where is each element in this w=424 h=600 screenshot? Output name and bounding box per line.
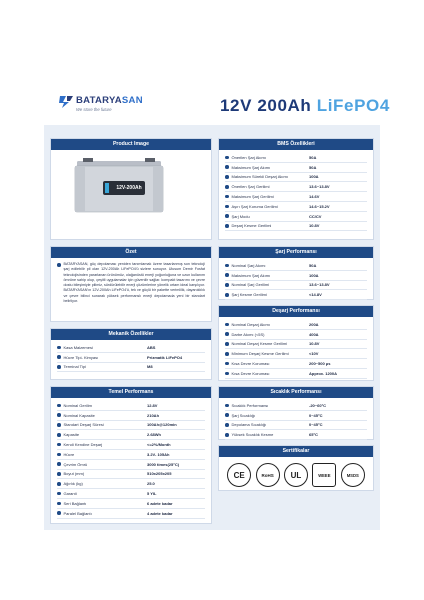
spec-row <box>57 430 205 440</box>
spec-row <box>57 479 205 489</box>
bullet-icon <box>225 175 229 179</box>
spec-value: 50A <box>309 262 317 268</box>
spec-value: Prizmatik LiFePO4 <box>147 354 183 360</box>
spec-label: Maksimum Şarj Akımı <box>231 164 271 170</box>
spec-row <box>57 470 205 480</box>
spec-label: Garanti <box>63 491 77 497</box>
spec-value: 100A <box>309 174 319 180</box>
bullet-icon <box>57 404 61 408</box>
weee-cert-icon: WEEE <box>312 463 336 487</box>
spec-row <box>225 182 367 192</box>
spec-value: 510x205x205 <box>147 471 172 477</box>
spec-label: Hücre <box>63 451 75 457</box>
spec-row <box>57 421 205 431</box>
spec-label: Nominal Şarj Gerilimi <box>231 282 270 288</box>
discharge-panel <box>218 305 374 381</box>
spec-row <box>225 173 367 183</box>
spec-label: Kapasite <box>63 432 80 438</box>
charge-list <box>219 258 373 300</box>
spec-label: Şarj Modu <box>231 213 250 219</box>
mechanical-list <box>51 340 211 372</box>
bullet-icon <box>225 185 229 189</box>
spec-row <box>57 450 205 460</box>
spec-row <box>225 401 367 411</box>
spec-value: 50A <box>309 164 317 170</box>
spec-value: 14.6V <box>309 194 320 200</box>
spec-value: CC/CV <box>309 213 322 219</box>
certificates-panel <box>218 445 374 491</box>
bullet-icon <box>225 372 229 376</box>
spec-label: Maksimum Şarj Gerilimi <box>231 194 274 200</box>
spec-value: 5 YIL <box>147 491 157 497</box>
spec-label: Boyut (mm) <box>63 471 85 477</box>
panel-title: Mekanik Özellikler <box>51 329 211 340</box>
page-title: 12V 200Ah LiFePO4 <box>220 96 390 115</box>
spec-value: 65°C <box>309 432 318 438</box>
spec-label: Kendi Kendine Deşarj <box>63 442 103 448</box>
spec-label: Aşırı Şarj Koruma Gerilimi <box>231 203 278 209</box>
spec-label: Önerilen Şarj Akımı <box>231 154 266 160</box>
spec-label: Standart Deşarj Süresi <box>63 422 104 428</box>
brand-tagline: We store the future <box>76 107 112 112</box>
mechanical-panel <box>50 328 212 380</box>
spec-label: Maksimum Sürekli Deşarj Akımı <box>231 174 288 180</box>
bullet-icon <box>225 323 229 327</box>
bullet-icon <box>225 205 229 209</box>
spec-label: Darbe Akımı (<5S) <box>231 331 265 337</box>
bullet-icon <box>225 273 229 277</box>
spec-row <box>225 271 367 281</box>
spec-value: 3.2V- 105Ah <box>147 451 170 457</box>
spec-value: M8 <box>147 364 153 370</box>
certificate-list <box>219 457 373 487</box>
header <box>44 92 390 122</box>
bullet-icon <box>57 423 61 427</box>
bullet-icon <box>57 346 61 350</box>
spec-value: 4 adete kadar <box>147 510 173 516</box>
spec-label: Yüksek Sıcaklık Kesme <box>231 432 274 438</box>
spec-row <box>225 212 367 222</box>
bms-list <box>219 150 373 231</box>
spec-value: <10V <box>309 351 319 357</box>
bullet-icon <box>57 355 61 359</box>
spec-row <box>57 460 205 470</box>
bullet-icon <box>225 214 229 218</box>
bullet-icon <box>57 453 61 457</box>
spec-value: 200A <box>309 321 319 327</box>
spec-value: <=2%/Month <box>147 442 171 448</box>
panel-title: Şarj Performansı <box>219 247 373 258</box>
spec-row <box>225 421 367 431</box>
spec-row <box>225 261 367 271</box>
spec-label: Maksimum Şarj Akımı <box>231 272 271 278</box>
spec-row <box>225 281 367 291</box>
spec-row <box>225 320 367 330</box>
bullet-icon <box>225 423 229 427</box>
spec-label: Önerilen Şarj Gerilimi <box>231 184 270 190</box>
spec-value: 14.6~15.2V <box>309 203 330 209</box>
spec-row <box>225 349 367 359</box>
bullet-icon <box>225 413 229 417</box>
brand-name: BATARYASAN <box>76 95 143 106</box>
spec-value: 12.8V <box>147 402 158 408</box>
spec-value: 10.8V <box>309 341 320 347</box>
bullet-icon <box>57 472 61 476</box>
spec-label: Sıcaklık Performansı <box>231 402 269 408</box>
spec-value: 50A <box>309 154 317 160</box>
bullet-icon <box>57 492 61 496</box>
bullet-icon <box>225 342 229 346</box>
spec-label: Hücre Tipi- Kimyası <box>63 354 99 360</box>
spec-row <box>225 411 367 421</box>
spec-value: 6 adete kadar <box>147 500 173 506</box>
brand-logo <box>58 95 168 121</box>
bullet-icon <box>57 433 61 437</box>
panel-title: Sıcaklık Performansı <box>219 387 373 398</box>
spec-label: Paralel Bağlantı <box>63 510 92 516</box>
bullet-icon <box>225 293 229 297</box>
spec-row <box>57 499 205 509</box>
spec-label: Nominal Deşarj Akımı <box>231 321 270 327</box>
spec-value: Approx. 1200A <box>309 370 338 376</box>
spec-label: Nominal Gerilim <box>63 402 92 408</box>
spec-label: Kısa Devre Koruması <box>231 361 270 367</box>
spec-value: 200~500 μs <box>309 361 331 367</box>
spec-label: Minimum Deşarj Kesme Gerilimi <box>231 351 289 357</box>
bullet-icon <box>57 365 61 369</box>
overview-text: BATARYASAN, güç depolaması yeniden tanımlamak üzere tasarlanmış son teknoloji şarj edilebilir pil olan 12V-200Ah LiFePO4'ü sizlere sunuyor. Ulusum Demir Fosfat teknolojisinden yararlanan ürünümüz, olağanüstü enerji yoğunluğuna ve uzun kullanım ömrüne sahip olup, çeşitli uygulamalar için güvenilir sağlar. kompakt tasarımı ve çevre dostu bileşimiyle pilimiz, sürdürülebilir enerji çözümlerine yönelik ortam ideal karşılıyor. BATARYASAN'ın 12V-200Ah LiFePO4'ü, tek ve güçlü bir pakette verimlilik, dayanıklılık ve çevre bilinci sunarak yüksek performanslı enerji depolamada yeni bir standart belirliyor. <box>63 262 205 304</box>
spec-value: 13.6~13.8V <box>309 282 330 288</box>
spec-row <box>57 440 205 450</box>
ce-cert-icon: CE <box>227 463 251 487</box>
bullet-icon <box>57 443 61 447</box>
spec-label: Nominal Kapasite <box>63 412 95 418</box>
spec-label: Şarj Sıcaklığı <box>231 412 256 418</box>
spec-value: -20~60°C <box>309 402 327 408</box>
bullet-icon <box>57 263 61 267</box>
spec-value: 400A <box>309 331 319 337</box>
spec-row <box>57 353 205 363</box>
spec-value: ABS <box>147 344 156 350</box>
bullet-icon <box>225 195 229 199</box>
battery-label: 12V-200Ah <box>116 185 142 191</box>
spec-row <box>225 330 367 340</box>
panel-title: Temel Performans <box>51 387 211 398</box>
spec-row <box>57 411 205 421</box>
spec-row <box>225 430 367 440</box>
spec-label: Seri Bağlantı <box>63 500 87 506</box>
bullet-icon <box>225 224 229 228</box>
spec-value: 100A <box>309 272 319 278</box>
panel-title: Özet <box>51 247 211 258</box>
spec-row <box>225 153 367 163</box>
spec-row <box>57 489 205 499</box>
spec-label: Depolama Sıcaklığı <box>231 422 267 428</box>
spec-label: Şarj Kesme Gerilimi <box>231 292 267 298</box>
bullet-icon <box>57 502 61 506</box>
panel-title: Sertifikalar <box>219 446 373 457</box>
product-image-panel <box>50 138 212 240</box>
spec-value: 210Ah <box>147 412 160 418</box>
spec-label: Kısa Devre Koruması <box>231 370 270 376</box>
overview-panel <box>50 246 212 322</box>
bullet-icon <box>57 413 61 417</box>
panel-title: BMS Özellikleri <box>219 139 373 150</box>
bullet-icon <box>225 433 229 437</box>
panel-title: Product Image <box>51 139 211 150</box>
spec-value: 0~45°C <box>309 412 323 418</box>
temperature-panel <box>218 386 374 440</box>
temperature-list <box>219 398 373 440</box>
spec-row <box>225 290 367 300</box>
spec-value: 3000 times(25°C) <box>147 461 180 467</box>
bullet-icon <box>225 332 229 336</box>
spec-label: Ağırlık (kg) <box>63 481 83 487</box>
spec-value: 10.8V <box>309 223 320 229</box>
spec-row <box>225 163 367 173</box>
msds-cert-icon: MSDS <box>341 463 365 487</box>
spec-label: Deşarj Kesme Gerilimi <box>231 223 272 229</box>
bullet-icon <box>225 264 229 268</box>
spec-row <box>57 509 205 519</box>
ul-cert-icon: UL <box>284 463 308 487</box>
spec-label: Kasa Malzemesi <box>63 344 93 350</box>
bms-panel <box>218 138 374 240</box>
brand-mark-icon <box>58 95 74 109</box>
basic-performance-panel <box>50 386 212 524</box>
spec-row <box>57 401 205 411</box>
spec-value: 25.0 <box>147 481 155 487</box>
spec-row <box>225 192 367 202</box>
basic-list <box>51 398 211 519</box>
spec-label: Çevrim Ömrü <box>63 461 88 467</box>
spec-row <box>225 202 367 212</box>
spec-row <box>57 343 205 353</box>
spec-row <box>225 369 367 379</box>
rohs-cert-icon: RoHS <box>256 463 280 487</box>
bullet-icon <box>57 462 61 466</box>
bullet-icon <box>225 362 229 366</box>
spec-row <box>225 222 367 232</box>
discharge-list <box>219 317 373 379</box>
bullet-icon <box>225 404 229 408</box>
bullet-icon <box>57 511 61 515</box>
panel-title: Deşarj Performansı <box>219 306 373 317</box>
spec-value: <14.8V <box>309 292 322 298</box>
bullet-icon <box>57 482 61 486</box>
spec-row <box>225 359 367 369</box>
spec-row <box>225 340 367 350</box>
bullet-icon <box>225 283 229 287</box>
spec-row <box>57 363 205 373</box>
bullet-icon <box>225 165 229 169</box>
spec-value: 100Ah@120min <box>147 422 177 428</box>
spec-label: Nominal Şarj Akımı <box>231 262 266 268</box>
bullet-icon <box>225 156 229 160</box>
spec-label: Nominal Deşarj Kesme Gerilimi <box>231 341 288 347</box>
spec-value: 2.68Wh <box>147 432 162 438</box>
charge-panel <box>218 246 374 300</box>
spec-value: 0~45°C <box>309 422 323 428</box>
bullet-icon <box>225 352 229 356</box>
spec-label: Terminal Tipi <box>63 364 86 370</box>
spec-value: 13.6~13.8V <box>309 184 330 190</box>
